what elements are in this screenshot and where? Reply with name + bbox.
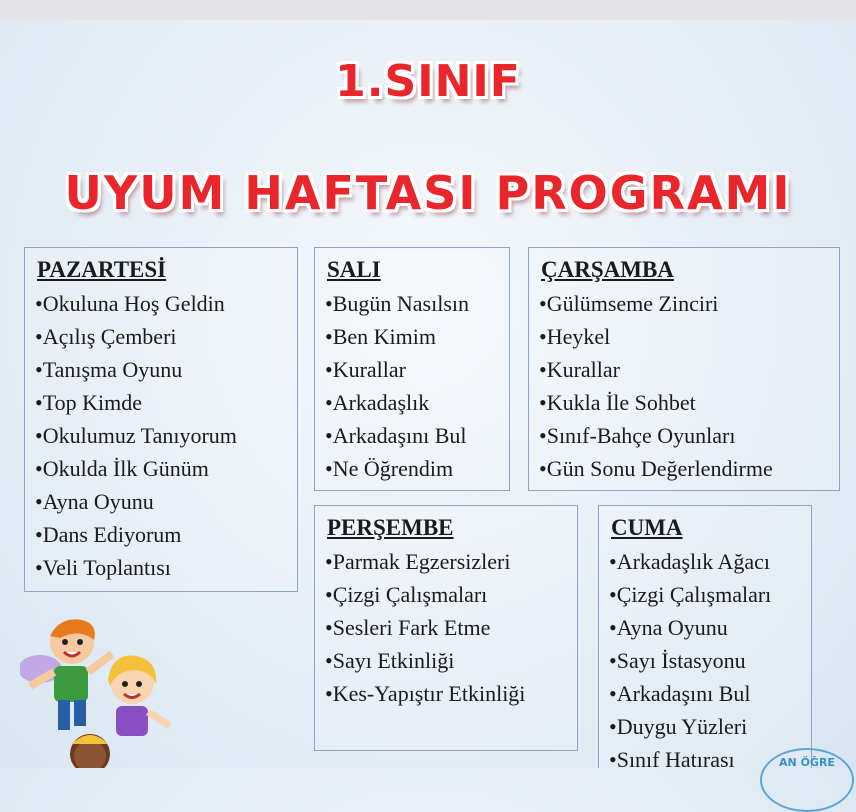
list-item: • Arkadaşını Bul: [315, 419, 509, 452]
class-title: 1.SINIF: [335, 56, 521, 107]
list-item: • Ayna Oyunu: [25, 485, 297, 518]
list-item: • Kes-Yapıştır Etkinliği: [315, 677, 577, 710]
stamp-badge: AN ÖĞRE: [760, 748, 854, 812]
day-title-pazartesi: PAZARTESİ: [37, 257, 167, 282]
activity-list-persembe: [315, 545, 577, 710]
list-item: • Arkadaşlık Ağacı: [599, 545, 811, 578]
activity-list-pazartesi: [25, 287, 297, 584]
list-item: • Gün Sonu Değerlendirme: [529, 452, 839, 485]
list-item: • Ben Kimim: [315, 320, 509, 353]
day-title-sali: SALI: [327, 257, 381, 282]
list-item: • Heykel: [529, 320, 839, 353]
list-item: • Tanışma Oyunu: [25, 353, 297, 386]
kids-illustration: [20, 614, 180, 768]
list-item: • Okulumuz Tanıyorum: [25, 419, 297, 452]
activity-list-carsamba: [529, 287, 839, 485]
list-item: • Kurallar: [529, 353, 839, 386]
list-item: • Dans Ediyorum: [25, 518, 297, 551]
list-item: • Çizgi Çalışmaları: [315, 578, 577, 611]
day-title-cuma: CUMA: [611, 515, 683, 540]
list-item: • Parmak Egzersizleri: [315, 545, 577, 578]
list-item: • Duygu Yüzleri: [599, 710, 811, 743]
day-box-cuma: [598, 505, 812, 772]
list-item: • Okuluna Hoş Geldin: [25, 287, 297, 320]
list-item: • Sınıf-Bahçe Oyunları: [529, 419, 839, 452]
list-item: • Kurallar: [315, 353, 509, 386]
list-item: • Çizgi Çalışmaları: [599, 578, 811, 611]
list-item: • Açılış Çemberi: [25, 320, 297, 353]
list-item: • Ne Öğrendim: [315, 452, 509, 485]
list-item: • Gülümseme Zinciri: [529, 287, 839, 320]
list-item: • Okulda İlk Günüm: [25, 452, 297, 485]
day-title-persembe: PERŞEMBE: [327, 515, 454, 540]
day-box-carsamba: [528, 247, 840, 491]
list-item: • Sayı İstasyonu: [599, 644, 811, 677]
list-item: • Top Kimde: [25, 386, 297, 419]
list-item: • Ayna Oyunu: [599, 611, 811, 644]
activity-list-sali: [315, 287, 509, 485]
list-item: • Arkadaşlık: [315, 386, 509, 419]
list-item: • Kukla İle Sohbet: [529, 386, 839, 419]
day-box-pazartesi: [24, 247, 298, 592]
list-item: • Veli Toplantısı: [25, 551, 297, 584]
list-item: • Arkadaşını Bul: [599, 677, 811, 710]
day-box-sali: [314, 247, 510, 491]
list-item: • Bugün Nasılsın: [315, 287, 509, 320]
list-item: • Sınıf Hatırası: [599, 743, 811, 776]
day-title-carsamba: ÇARŞAMBA: [541, 257, 674, 282]
list-item: • Sesleri Fark Etme: [315, 611, 577, 644]
top-bar: [0, 0, 856, 20]
day-box-persembe: [314, 505, 578, 751]
program-title: UYUM HAFTASI PROGRAMI: [64, 166, 792, 220]
activity-list-cuma: [599, 545, 811, 776]
list-item: • Sayı Etkinliği: [315, 644, 577, 677]
